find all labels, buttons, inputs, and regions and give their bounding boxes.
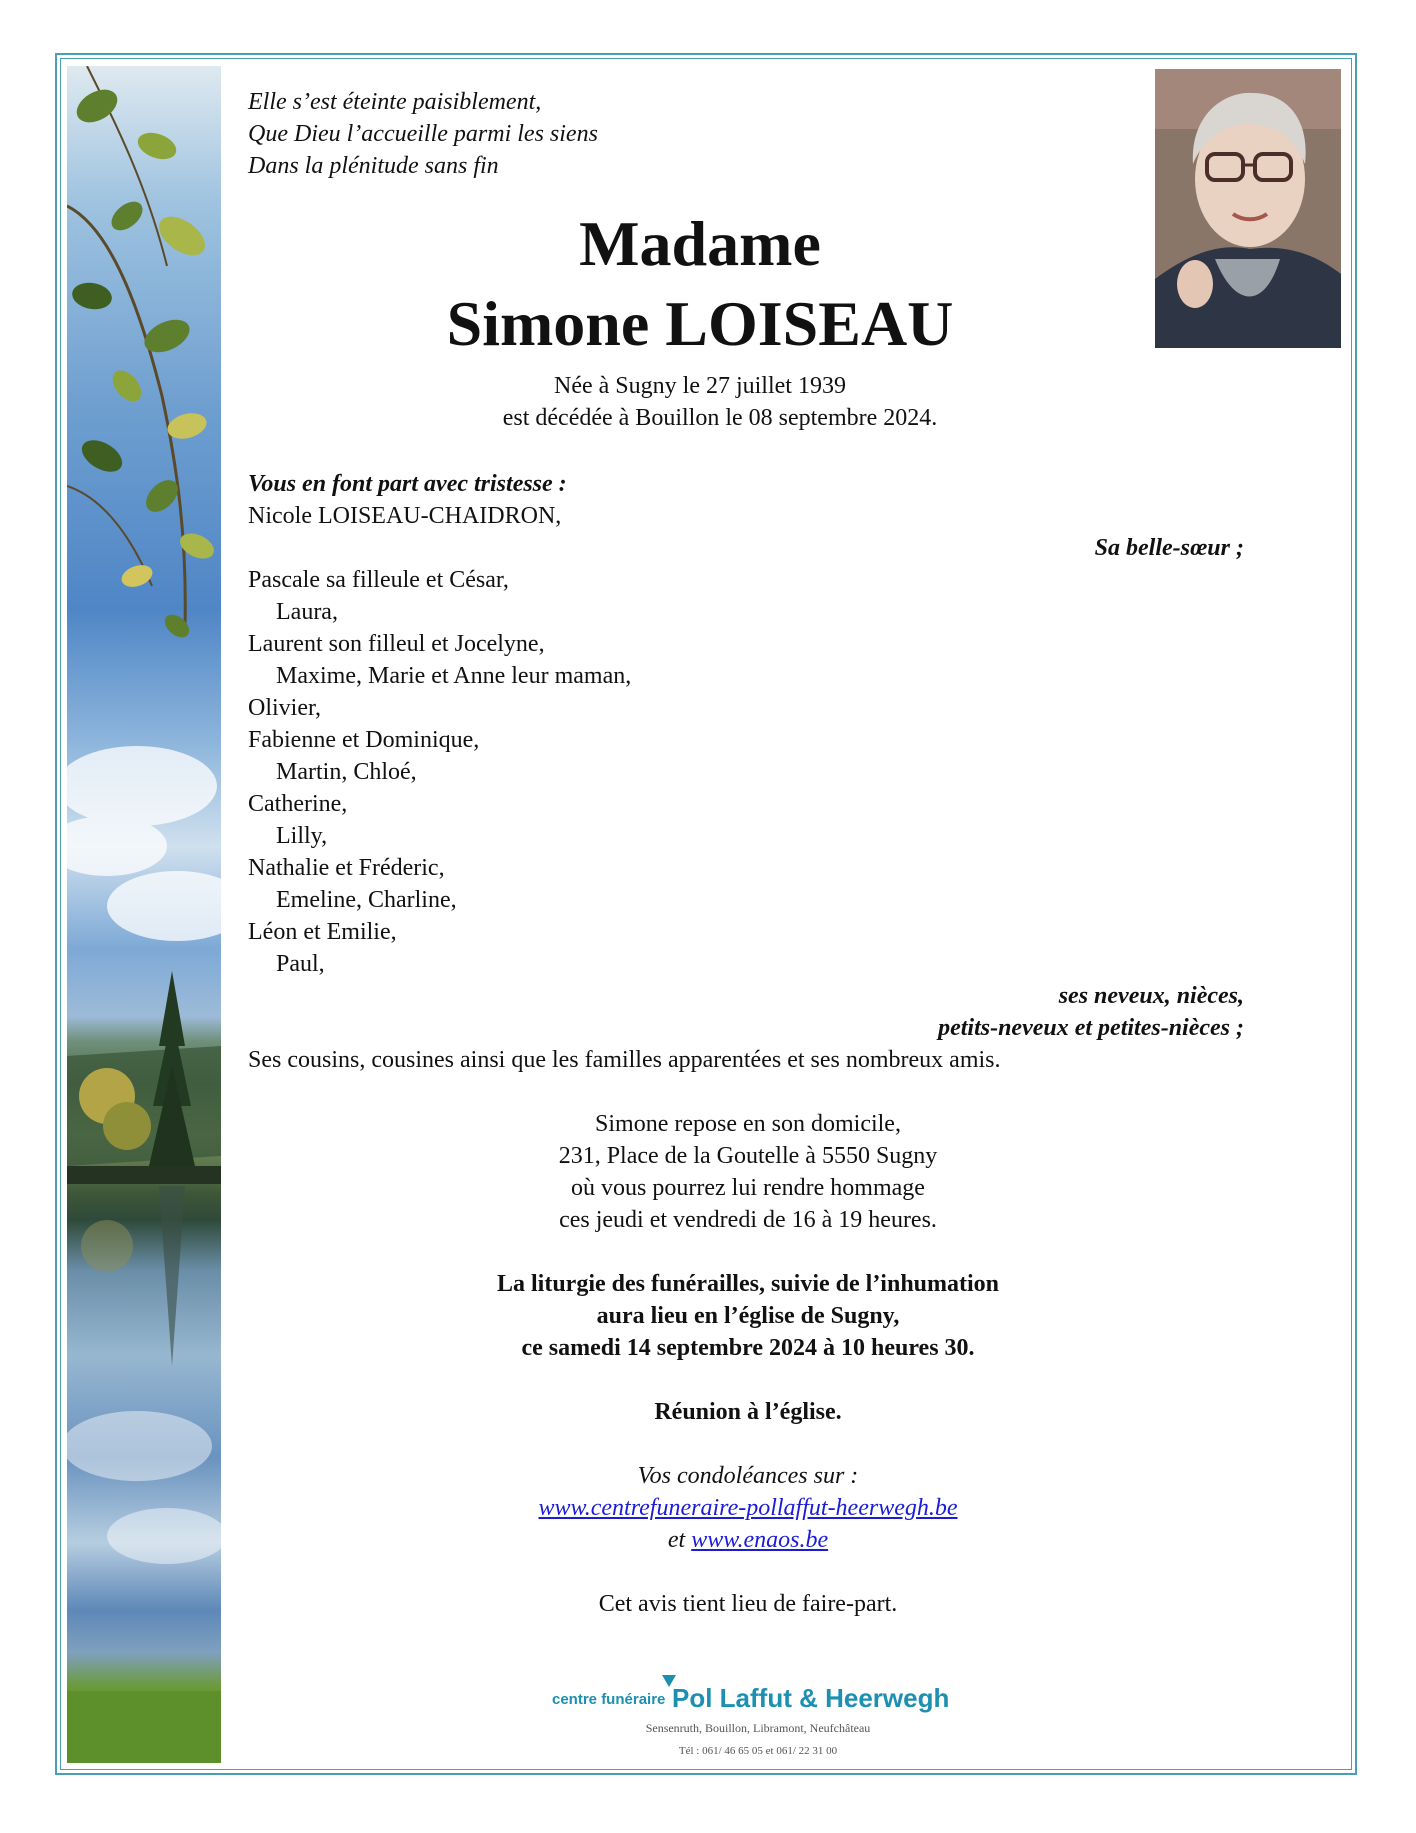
family-row-10: Nathalie et Fréderic, [248, 855, 445, 881]
funeral-line-3: ce samedi 14 septembre 2024 à 10 heures 30. [521, 1335, 975, 1361]
funeral-home-logo [548, 1675, 968, 1759]
family-row-4: Maxime, Marie et Anne leur maman, [276, 663, 632, 689]
logo-phone: Tél : 061/ 46 65 05 et 061/ 22 31 00 [678, 1745, 838, 1757]
family-row-3: Laurent son filleul et Jocelyne, [248, 631, 545, 657]
visitation-line-2: 231, Place de la Goutelle à 5550 Sugny [558, 1143, 938, 1169]
family-row-1: Pascale sa filleule et César, [248, 567, 509, 593]
cousins-line: Ses cousins, cousines ainsi que les familles apparentées et ses nombreux amis. [248, 1047, 1001, 1073]
visitation-line-3: où vous pourrez lui rendre hommage [571, 1175, 925, 1201]
funeral-line-2: aura lieu en l’église de Sugny, [596, 1303, 900, 1329]
logo-name: Pol Laffut & Heerwegh [672, 1683, 950, 1713]
family-role-line-1: ses neveux, nièces, [1058, 983, 1244, 1009]
family-row-5: Olivier, [248, 695, 322, 721]
family-row-7: Martin, Chloé, [276, 759, 417, 785]
family-row-2: Laura, [276, 599, 338, 625]
family-row-11: Emeline, Charline, [276, 887, 457, 913]
family-role-line-2: petits-neveux et petites-nièces ; [938, 1015, 1244, 1041]
death-line: est décédée à Bouillon le 08 septembre 2024. [502, 405, 938, 431]
condolences-label: Vos condoléances sur : [637, 1463, 859, 1489]
nature-strip-image [67, 66, 221, 1763]
birth-line: Née à Sugny le 27 juillet 1939 [554, 373, 846, 399]
family-row-6: Fabienne et Dominique, [248, 727, 480, 753]
condolences-site2-row [248, 1524, 1248, 1556]
poem-line-1: Elle s’est éteinte paisiblement, [248, 89, 542, 115]
funeral-line-1: La liturgie des funérailles, suivie de l’inhumation [496, 1271, 1000, 1297]
family-row-8: Catherine, [248, 791, 348, 817]
condolences-link-2[interactable]: www.enaos.be [691, 1527, 829, 1553]
title-madame: Madame [579, 208, 821, 279]
meeting-line: Réunion à l’église. [654, 1399, 842, 1425]
logo-prefix: centre funéraire [552, 1691, 666, 1708]
logo-locations: Sensenruth, Bouillon, Libramont, Neufchâteau [645, 1721, 871, 1735]
sister-in-law-role: Sa belle-sœur ; [1094, 535, 1244, 561]
poem-line-3: Dans la plénitude sans fin [248, 153, 499, 179]
family-row-13: Paul, [276, 951, 325, 977]
family-row-9: Lilly, [276, 823, 328, 849]
condolences-and: et [667, 1527, 686, 1553]
condolences-link-1[interactable]: www.centrefuneraire-pollaffut-heerwegh.be [538, 1495, 958, 1521]
announce-heading: Vous en font part avec tristesse : [248, 471, 567, 497]
visitation-line-1: Simone repose en son domicile, [595, 1111, 901, 1137]
visitation-line-4: ces jeudi et vendredi de 16 à 19 heures. [559, 1207, 937, 1233]
title-name: Simone LOISEAU [446, 288, 954, 359]
family-row-12: Léon et Emilie, [248, 919, 397, 945]
poem-line-2: Que Dieu l’accueille parmi les siens [248, 121, 598, 147]
condolences-site1-row [248, 1492, 1248, 1524]
sister-in-law-name: Nicole LOISEAU-CHAIDRON, [248, 503, 562, 529]
notice-line: Cet avis tient lieu de faire-part. [598, 1591, 898, 1617]
